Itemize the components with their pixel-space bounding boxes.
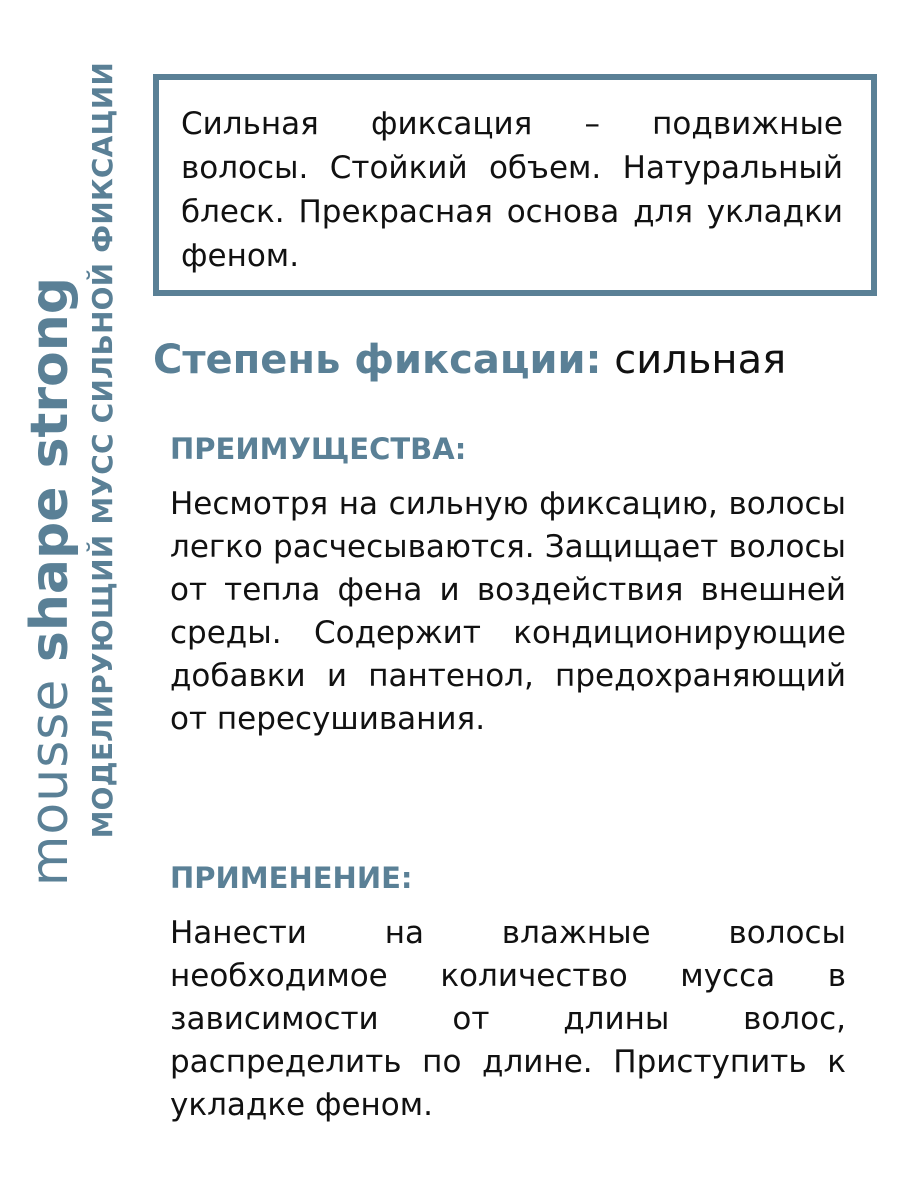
application-text: Нанести на влажные волосы необходимое количество мусса в зависимости от длины волос, распределить по длине. Приступить к укладке феном. [170,915,846,1123]
brand-word-shape-strong: shape strong [20,277,80,663]
advantages-title: ПРЕИМУЩЕСТВА: [170,432,467,466]
application-title: ПРИМЕНЕНИЕ: [170,861,413,895]
brand-subtitle: МОДЕЛИРУЮЩИЙ МУСС СИЛЬНОЙ ФИКСАЦИИ [86,62,119,839]
application-section [170,860,846,1127]
brand-word-mousse: mousse [20,678,80,887]
intro-text: Сильная фиксация – подвижные волосы. Стойкий объем. Натуральный блеск. Прекрасная основа для укладки феном. [181,106,843,274]
fixation-heading [153,330,893,390]
intro-box [153,74,877,296]
fixation-value: сильная [614,337,787,383]
fixation-label: Степень фиксации: [153,337,602,383]
advantages-section [170,431,846,741]
advantages-text: Несмотря на сильную фиксацию, волосы легко расчесываются. Защищает волосы от тепла фена и воздействия внешней среды. Содержит кондиционирующие добавки и пантенол, предохраняющий от пересушивания. [170,486,846,737]
vertical-brand [18,62,138,962]
brand-name [18,62,82,962]
